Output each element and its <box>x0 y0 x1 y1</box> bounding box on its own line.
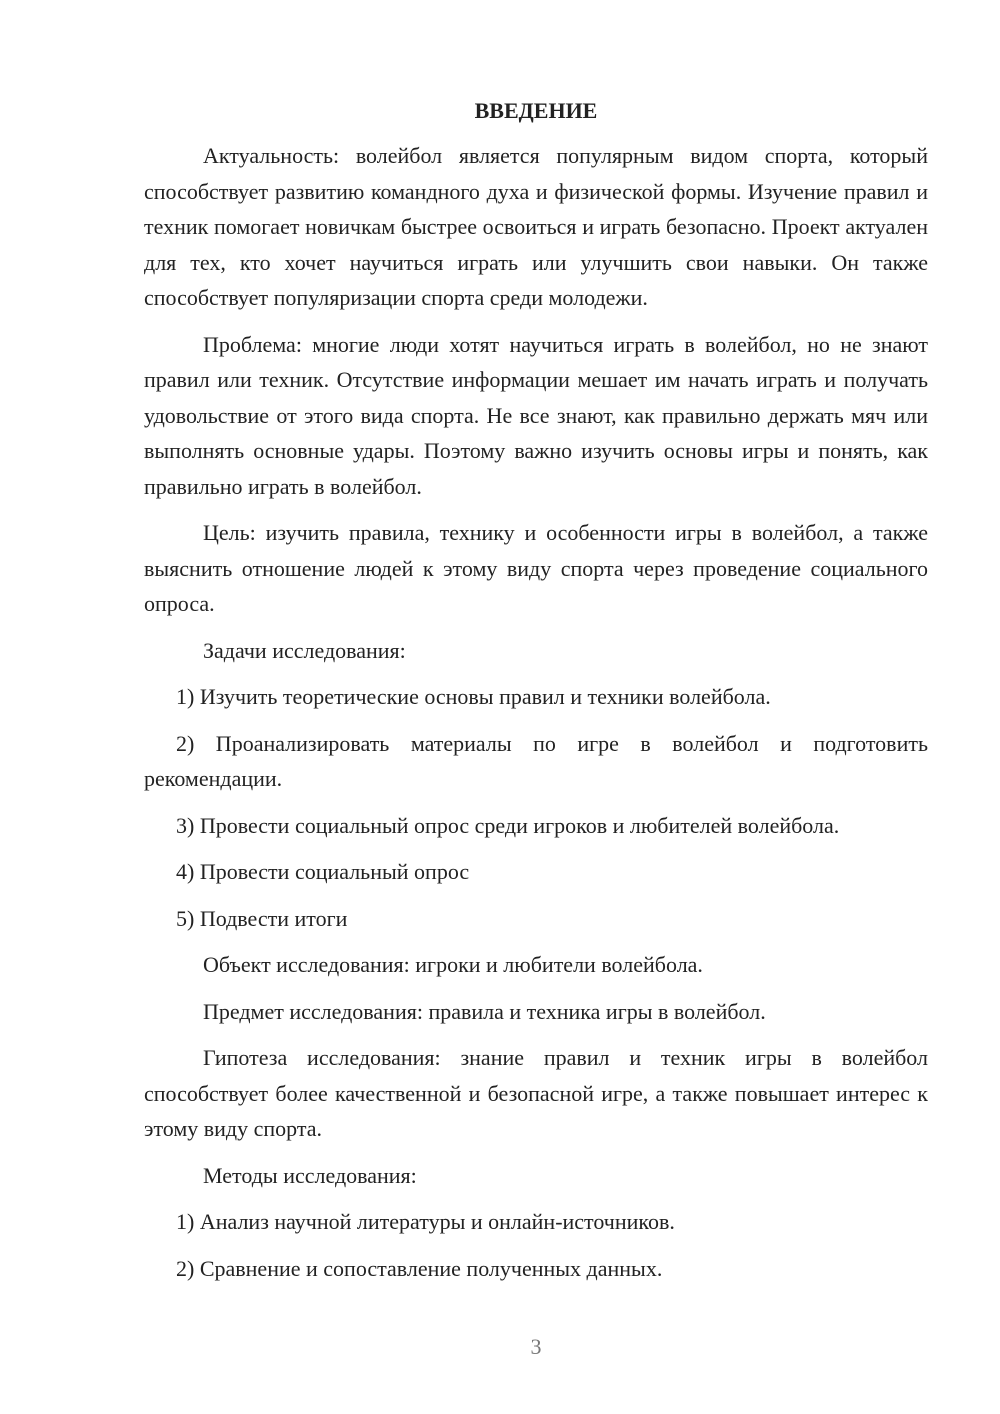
paragraph-relevance: Актуальность: волейбол является популярным видом спорта, который способствует развитию командного духа и физической формы. Изучение правил и техник помогает новичкам быстрее освоиться и играть безопасно. Проект актуален для тех, кто хочет научиться играть или улучшить свои навыки. Он также способствует популяризации спорта среди молодежи. <box>144 143 928 310</box>
task-item-3: 3) Провести социальный опрос среди игроков и любителей волейбола. <box>176 812 840 838</box>
paragraph-hypothesis: Гипотеза исследования: знание правил и техник игры в волейбол способствует более качественной и безопасной игре, а также повышает интерес к этому виду спорта. <box>144 1045 928 1141</box>
paragraph-problem: Проблема: многие люди хотят научиться играть в волейбол, но не знают правил или техник. Отсутствие информации мешает им начать играть и получать удовольствие от этого вида спорта. Не все знают, как правильно держать мяч или выполнять основные удары. Поэтому важно изучить основы игры и понять, как правильно играть в волейбол. <box>144 331 928 499</box>
tasks-heading: Задачи исследования: <box>203 637 406 663</box>
page-content <box>144 96 928 1297</box>
paragraph-object: Объект исследования: игроки и любители волейбола. <box>203 952 703 977</box>
methods-heading: Методы исследования: <box>203 1162 417 1188</box>
task-item-1: 1) Изучить теоретические основы правил и техники волейбола. <box>176 684 771 709</box>
paragraph-goal: Цель: изучить правила, технику и особенности игры в волейбол, а также выяснить отношение людей к этому виду спорта через проведение социального опроса. <box>144 520 928 616</box>
paragraph-subject: Предмет исследования: правила и техника игры в волейбол. <box>203 998 766 1024</box>
method-item-1: 1) Анализ научной литературы и онлайн-источников. <box>176 1209 675 1234</box>
task-item-5: 5) Подвести итоги <box>176 905 348 931</box>
section-title: ВВЕДЕНИЕ <box>474 98 598 123</box>
task-item-4: 4) Провести социальный опрос <box>176 859 470 884</box>
page-number: 3 <box>530 1334 542 1359</box>
task-item-2: 2) Проанализировать материалы по игре в волейбол и подготовить рекомендации. <box>144 730 928 791</box>
method-item-2: 2) Сравнение и сопоставление полученных данных. <box>176 1255 663 1281</box>
